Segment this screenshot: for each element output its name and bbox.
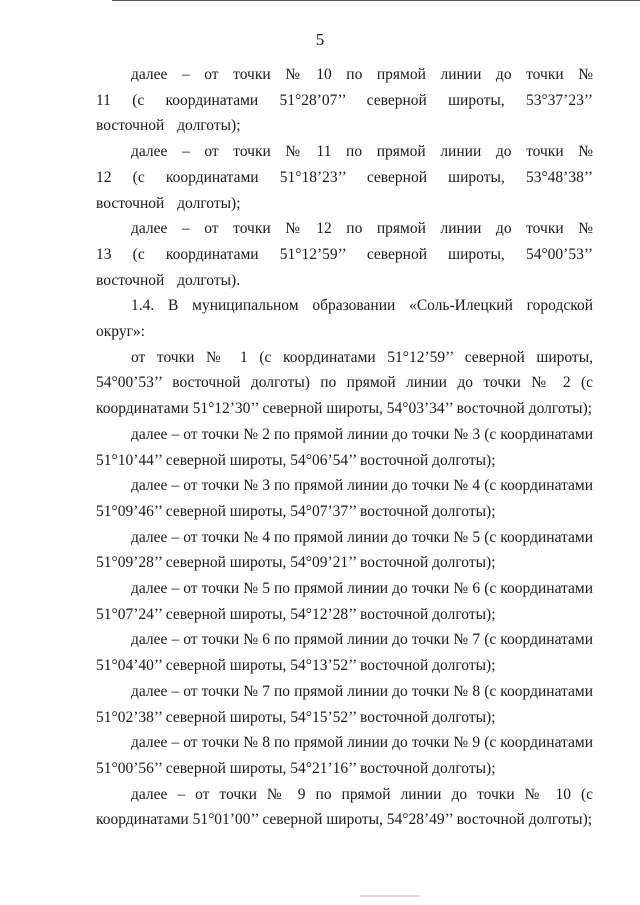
paragraph-boundary-8-9: далее – от точки № 8 по прямой линии до точки № 9 (с координатами 51°00’56’’ северной широты, 54°21’16’’ восточной долготы); [96, 734, 593, 777]
paragraph-boundary-9-10: далее – от точки № 9 по прямой линии до точки № 10 (с координатами 51°01’00’’ северной широты, 54°28’49’’ восточной долготы); [96, 785, 593, 829]
paragraph-boundary-7-8: далее – от точки № 7 по прямой линии до точки № 8 (с координатами 51°02’38’’ северной широты, 54°15’52’’ восточной долготы); [96, 682, 593, 726]
paragraph-boundary-12-13: далее – от точки № 12 по прямой линии до точки № 13 (с координатами 51°12’59’’ северной широты, 54°00’53’’ восточной долготы). [96, 220, 593, 289]
paragraph-boundary-1-2: от точки № 1 (с координатами 51°12’59’’ северной широты, 54°00’53’’ восточной долготы) по прямой линии до точки № 2 (с координатами 51°12’30’’ северной широты, 54°03’34’’ восточной долготы); [96, 348, 593, 418]
paragraph-boundary-10-11: далее – от точки № 10 по прямой линии до точки № 11 (с координатами 51°28’07’’ северной широты, 53°37’23’’ восточной долготы); [96, 66, 593, 135]
paragraph-boundary-5-6: далее – от точки № 5 по прямой линии до точки № 6 (с координатами 51°07’24’’ северной широты, 54°12’28’’ восточной долготы); [96, 580, 593, 623]
page-number: 5 [315, 30, 325, 49]
document-body [96, 62, 593, 833]
paragraph-boundary-2-3: далее – от точки № 2 по прямой линии до точки № 3 (с координатами 51°10’44’’ северной широты, 54°06’54’’ восточной долготы); [96, 425, 593, 469]
paragraph-boundary-6-7: далее – от точки № 6 по прямой линии до точки № 7 (с координатами 51°04’40’’ северной широты, 54°13’52’’ восточной долготы); [96, 631, 593, 675]
scan-artifact-mark [360, 895, 420, 897]
section-heading-1-4: 1.4. В муниципальном образовании «Соль-Илецкий городской округ»: [96, 297, 593, 341]
paragraph-boundary-4-5: далее – от точки № 4 по прямой линии до точки № 5 (с координатами 51°09’28’’ северной широты, 54°09’21’’ восточной долготы); [96, 528, 593, 572]
paragraph-boundary-11-12: далее – от точки № 11 по прямой линии до точки № 12 (с координатами 51°18’23’’ северной широты, 53°48’38’’ восточной долготы); [96, 143, 593, 212]
page-top-edge [112, 0, 640, 1]
paragraph-boundary-3-4: далее – от точки № 3 по прямой линии до точки № 4 (с координатами 51°09’46’’ северной широты, 54°07’37’’ восточной долготы); [96, 477, 593, 520]
